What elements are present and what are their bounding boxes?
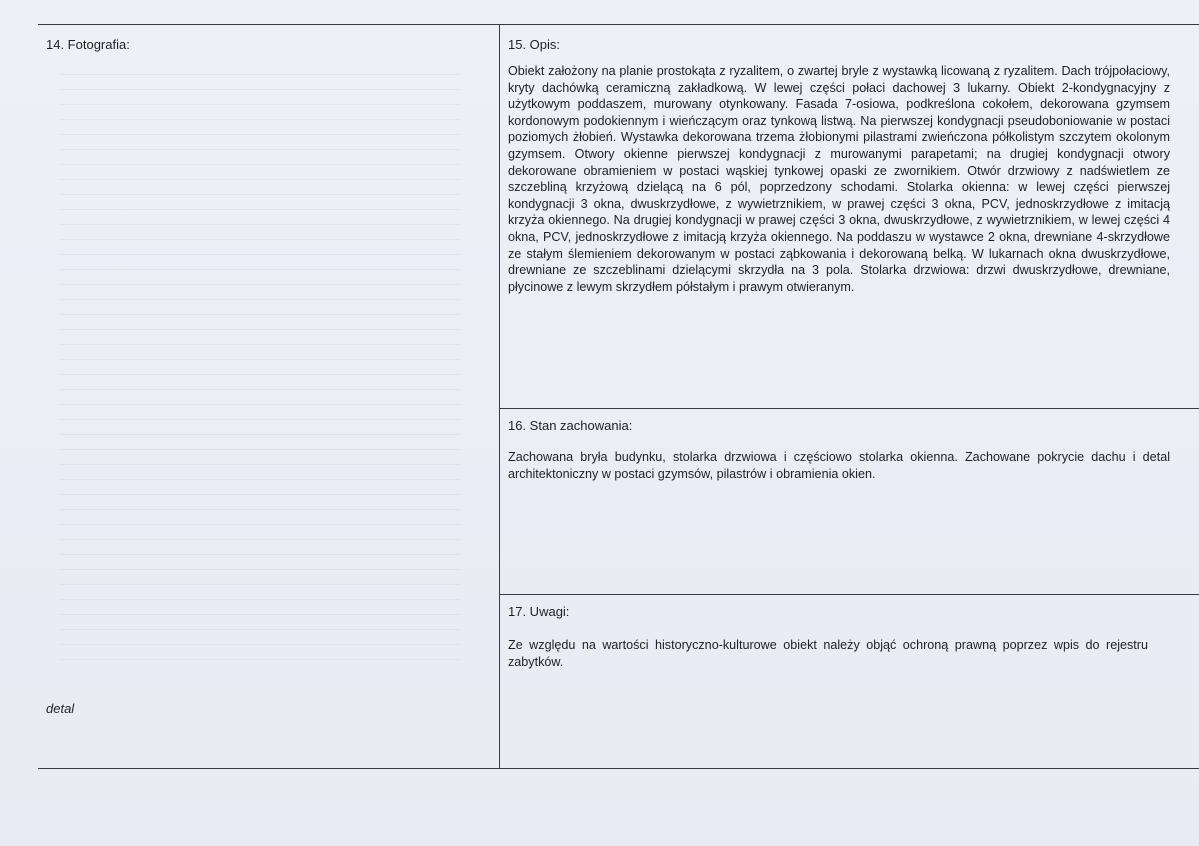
condition-section-label: 16. Stan zachowania: [508,418,633,433]
remarks-section-label: 17. Uwagi: [508,604,570,619]
condition-text: Zachowana bryła budynku, stolarka drzwiowa i częściowo stolarka okienna. Zachowane pokrycie dachu i detal architektoniczny w postaci gzymsów, pilastrów i obramienia okien. [508,450,1170,481]
description-text: Obiekt założony na planie prostokąta z ryzalitem, o zwartej bryle z wystawką licowaną z ryzalitem. Dach trójpołaciowy, kryty dachówką ceramiczną zakładkową. W lewej części połaci dachowej 3 lukarny. Obiekt 2-kondygnacyjny z użytkowym poddaszem, murowany otynkowany. Fasada 7-osiowa, podkreślona cokołem, dekorowana gzymsem kordonowym podokiennym i wieńczącym oraz tynkową listwą. Na pierwszej kondygnacji pseudoboniowanie w postaci poziomych żłobień. Wystawka dekorowana trzema żłobionymi pilastrami zwieńczona półkolistym szczytem okolonym gzymsem. Otwory okienne pierwszej kondygnacji z murowanymi parapetami; na drugiej kondygnacji otwory dekorowane obramieniem w postaci wąskiej tynkowej opaski ze zwornikiem. Otwór drzwiowy z nadświetlem ze szczebliną krzyżową dzielącą na 6 pól, poprzedzony schodami. Stolarka okienna: w lewej części pierwszej kondygnacji 3 okna, dwuskrzydłowe, z wywietrznikiem, w prawej części 3 okna, PCV, jednoskrzydłowe z imitacją krzyża okiennego. Na drugiej kondygnacji w prawej części 3 okna, dwuskrzydłowe, z wywietrznikiem, w lewej części 4 okna, PCV, jednoskrzydłowe z imitacją krzyża okiennego. Na poddaszu w wystawce 2 okna, drewniane 4-skrzydłowe ze stałym ślemieniem dekorowanym w postaci ząbkowania i dekorowaną belką. W lukarnach okna dwuskrzydłowe, drewniane ze szczeblinami dzielącymi skrzydła na 3 pola. Stolarka drzwiowa: drzwi dwuskrzydłowe, drewniane, płycinowe z lewym skrzydłem półstałym i prawym otwieranym. [508,64,1170,294]
divider-description-condition [500,408,1199,409]
top-border [38,24,1199,25]
photo-caption: detal [46,701,75,716]
description-section-label: 15. Opis: [508,37,561,52]
photo-section-label: 14. Fotografia: [46,37,130,52]
scan-bleed-through [60,60,460,660]
column-divider [499,24,500,769]
divider-condition-remarks [500,594,1199,595]
remarks-text: Ze względu na wartości historyczno-kulturowe obiekt należy objąć ochroną prawną poprzez wpis do rejestru zabytków. [508,638,1148,669]
bottom-border [38,768,1199,769]
